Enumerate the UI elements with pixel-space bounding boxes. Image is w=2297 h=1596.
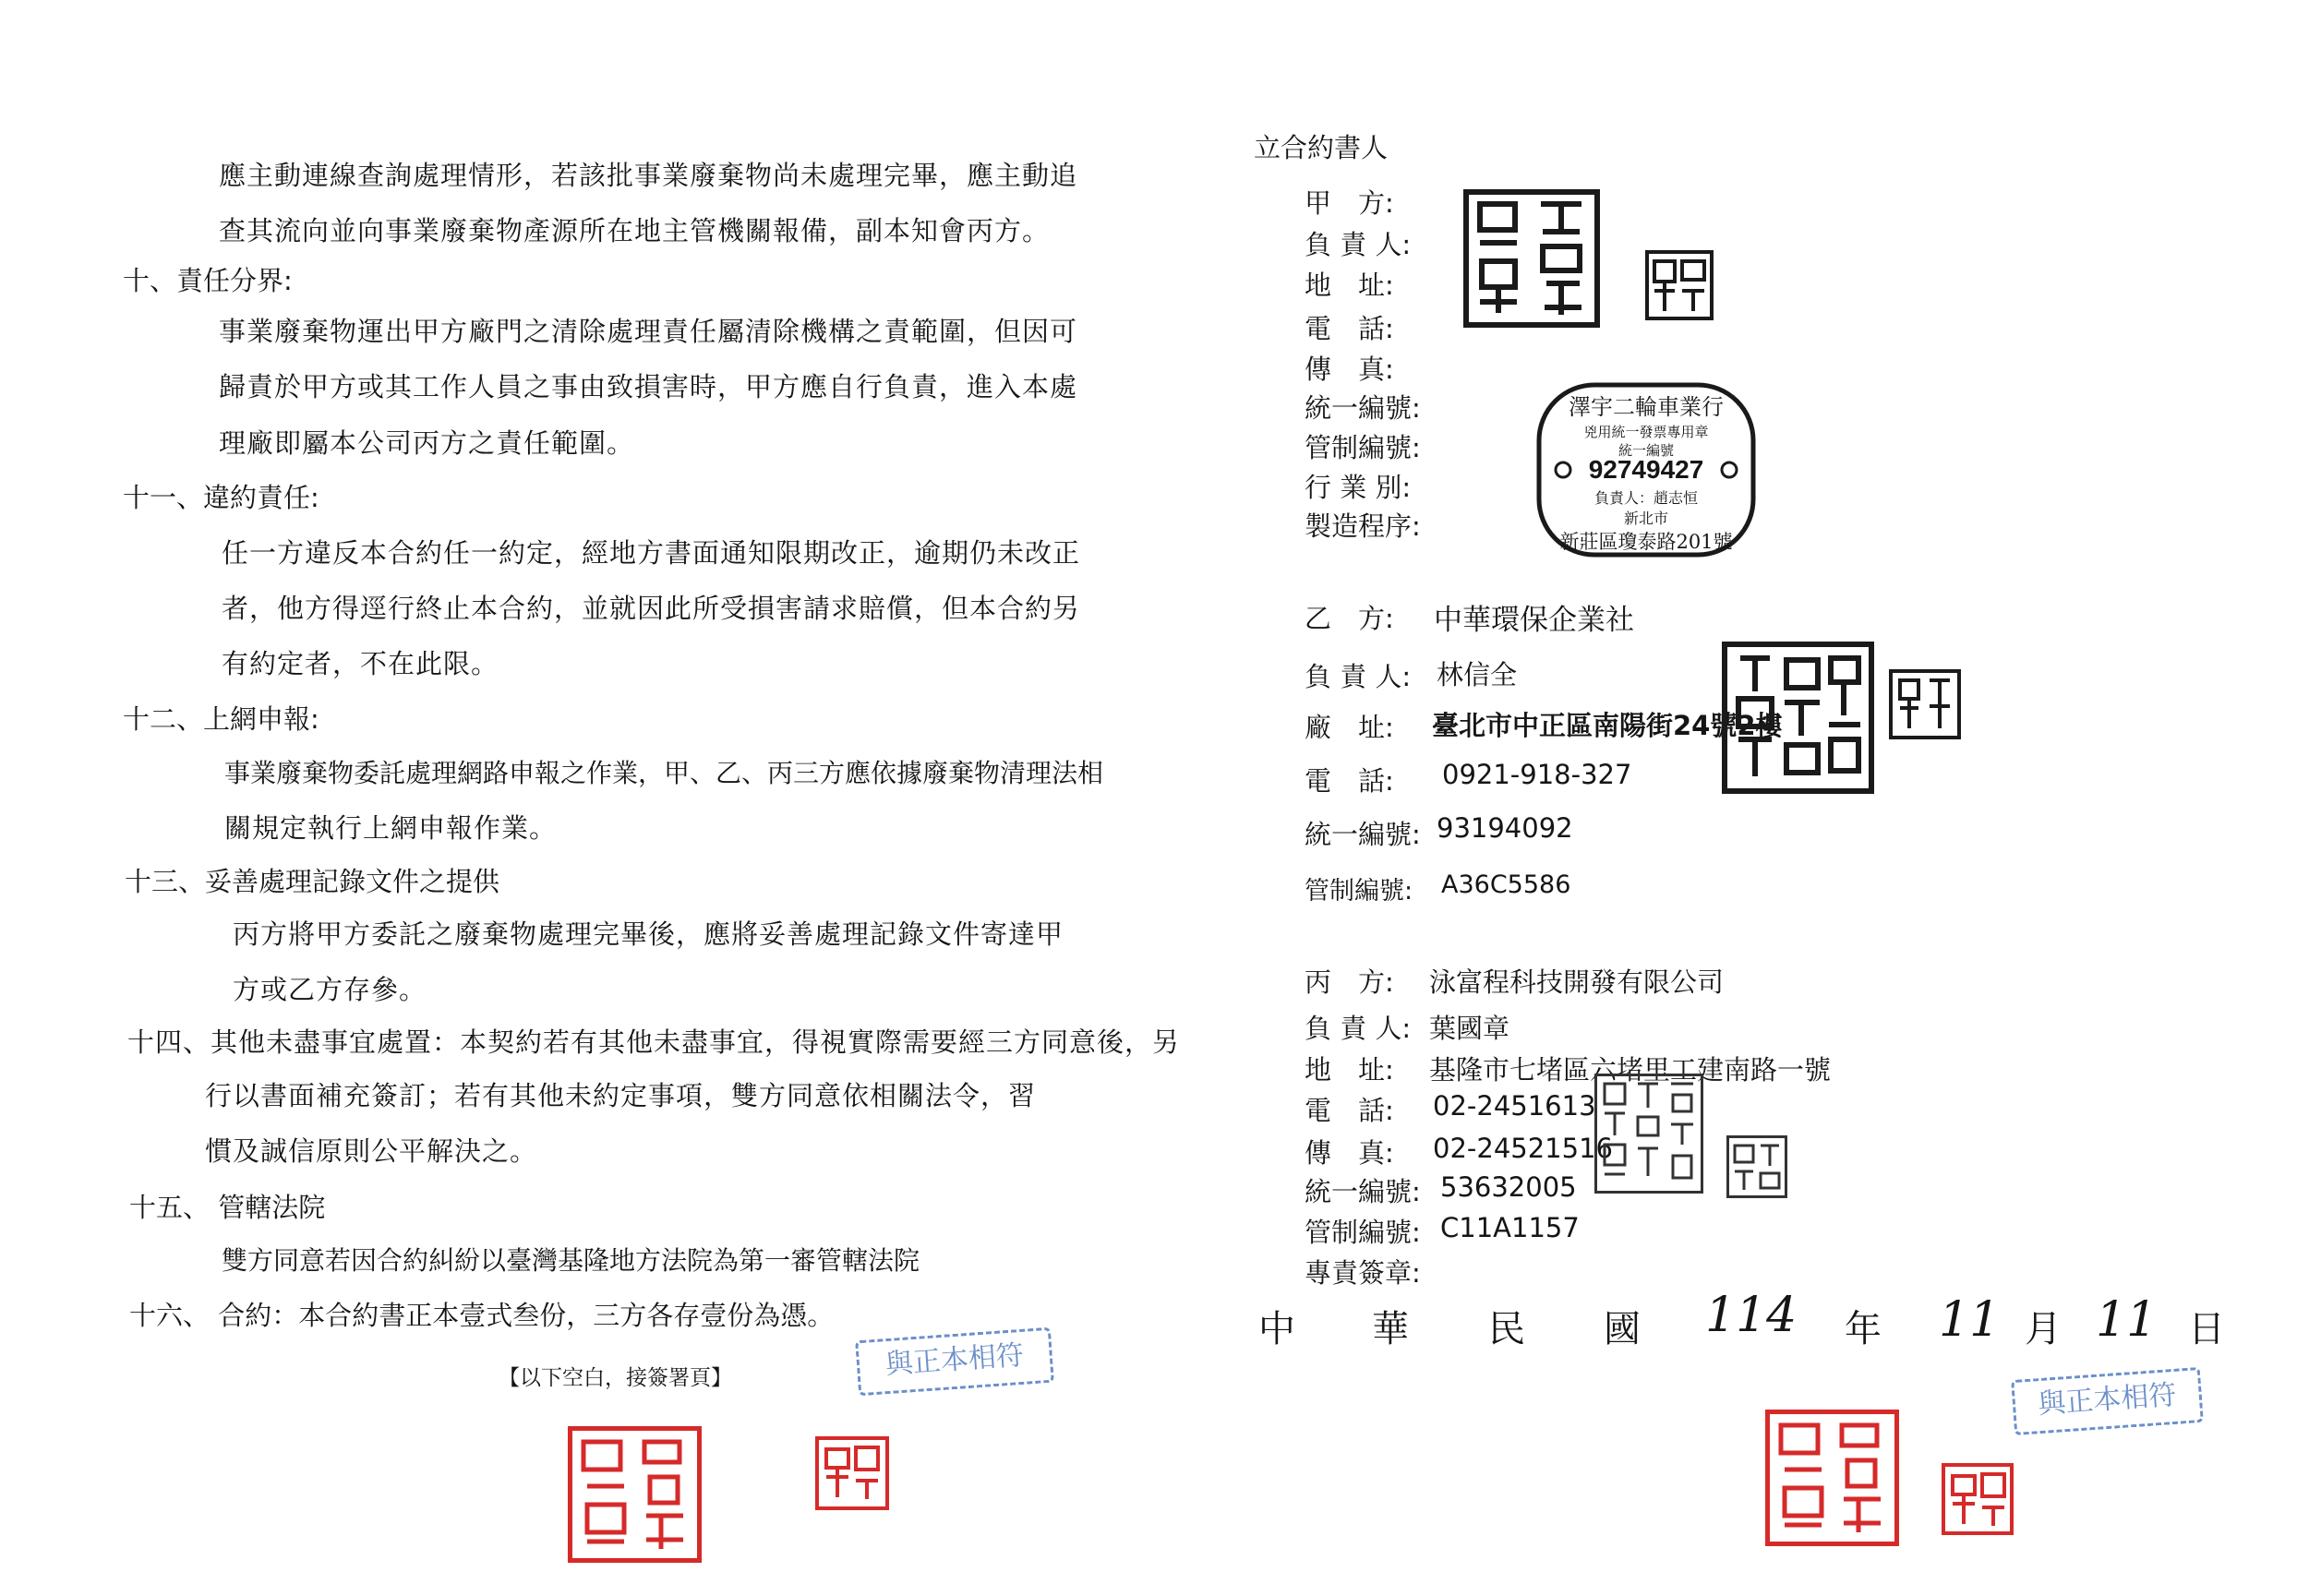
clause-text: 有約定者，不在此限。: [222, 648, 499, 679]
clause-text: 任一方違反本合約任一約定，經地方書面通知限期改正，逾期仍未改正: [222, 537, 1081, 569]
invoice-seal: [1535, 381, 1757, 558]
clause-text: 慣及誠信原則公平解決之。: [205, 1135, 538, 1167]
invoice-seal-top-text: 澤宇二輪車業行: [1569, 394, 1724, 420]
section-heading: 十、責任分界:: [123, 265, 293, 296]
footer-note: 【以下空白，接簽署頁】: [499, 1366, 732, 1390]
date-unit: 年: [1845, 1308, 1882, 1350]
section-heading: 十一、違約責任:: [123, 482, 319, 513]
company-c-rep-seal: [1726, 1135, 1787, 1198]
conform-stamp: 與正本相符: [855, 1327, 1054, 1397]
invoice-seal-bottom-text: 新莊區瓊泰路201號: [1559, 531, 1733, 553]
clause-text: 歸責於甲方或其工作人員之事由致損害時，甲方應自行負責，進入本處: [219, 371, 1078, 402]
company-a-seal: [1463, 189, 1600, 328]
party-b-label: 管制編號:: [1305, 877, 1413, 906]
date-char: 華: [1372, 1308, 1409, 1350]
invoice-seal-line: 統一編號: [1618, 442, 1674, 459]
rep-seal-red: [1942, 1463, 2014, 1535]
clause-text: 丙方將甲方委託之廢棄物處理完畢後，應將妥善處理記錄文件寄達甲: [233, 918, 1064, 950]
party-b-name: 中華環保企業社: [1434, 604, 1634, 637]
party-b-label: 負 責 人:: [1305, 661, 1412, 692]
party-a-label: 統一編號:: [1305, 392, 1421, 424]
clause-text: 事業廢棄物運出甲方廠門之清除處理責任屬清除機構之責範圍，但因可: [219, 316, 1078, 347]
party-c-label: 地 址:: [1305, 1054, 1394, 1086]
party-c-rep: 葉國章: [1429, 1013, 1510, 1044]
clause-text: 查其流向並向事業廢棄物產源所在地主管機關報備，副本知會丙方。: [219, 215, 1051, 246]
party-b-label: 統一編號:: [1305, 819, 1421, 850]
invoice-seal-line: 新北市: [1623, 510, 1668, 527]
invoice-seal-line: 兇用統一發票專用章: [1583, 424, 1709, 440]
company-b-seal: [1722, 642, 1874, 794]
clause-text: 事業廢棄物委託處理網路申報之作業，甲、乙、丙三方應依據廢棄物清理法相: [224, 758, 1104, 788]
invoice-seal-number: 92749427: [1588, 455, 1704, 484]
party-b-label: 廠 址:: [1305, 712, 1394, 743]
section-heading: 十三、妥善處理記錄文件之提供: [125, 866, 500, 897]
clause-text: 雙方同意若因合約糾紛以臺灣基隆地方法院為第一審管轄法院: [222, 1245, 920, 1276]
section-heading: 十六、 合約：本合約書正本壹式叁份，三方各存壹份為憑。: [129, 1300, 835, 1331]
party-a-label: 負 責 人:: [1305, 229, 1412, 260]
party-a-label: 傳 真:: [1305, 354, 1394, 385]
party-c-taxid: 53632005: [1440, 1171, 1577, 1203]
party-a-label: 行 業 別:: [1305, 472, 1412, 503]
party-c-label: 管制編號:: [1305, 1217, 1421, 1248]
invoice-seal-line: 負責人：趙志恒: [1593, 489, 1698, 507]
party-b-address: 臺北市中正區南陽街24號2樓: [1432, 710, 1783, 741]
party-a-label: 管制編號:: [1305, 432, 1421, 463]
party-a-label: 電 話:: [1305, 313, 1394, 344]
party-c-label: 丙 方:: [1305, 966, 1394, 998]
date-unit: 日: [2188, 1308, 2225, 1350]
clause-text: 關規定執行上網申報作業。: [224, 812, 558, 844]
date-day: 11: [2096, 1292, 2158, 1348]
signatory-heading: 立合約書人: [1254, 132, 1389, 163]
party-b-phone: 0921-918-327: [1442, 759, 1632, 790]
party-c-phone: 02-2451613: [1433, 1090, 1596, 1122]
company-a-rep-seal: [1645, 250, 1714, 320]
company-seal-red: [568, 1426, 702, 1563]
party-b-taxid: 93194092: [1437, 812, 1573, 844]
clause-text: 方或乙方存參。: [233, 974, 427, 1005]
party-c-label: 統一編號:: [1305, 1176, 1421, 1207]
clause-text: 者，他方得逕行終止本合約，並就因此所受損害請求賠償，但本合約另: [222, 593, 1081, 624]
clause-text: 行以書面補充簽訂；若有其他未約定事項，雙方同意依相關法令，習: [205, 1080, 1037, 1111]
party-b-label: 電 話:: [1305, 765, 1394, 797]
party-b-rep: 林信全: [1437, 659, 1518, 690]
date-char: 國: [1604, 1308, 1641, 1350]
conform-stamp: 與正本相符: [2011, 1367, 2204, 1435]
party-a-label: 地 址:: [1305, 270, 1394, 301]
party-c-control-no: C11A1157: [1440, 1212, 1580, 1243]
date-char: 中: [1258, 1308, 1295, 1350]
party-b-control-no: A36C5586: [1441, 870, 1571, 899]
party-c-name: 泳富程科技開發有限公司: [1429, 966, 1725, 998]
date-month: 11: [1939, 1292, 2001, 1348]
date-char: 民: [1488, 1308, 1525, 1350]
party-c-address: 基隆市七堵區六堵里工建南路一號: [1429, 1054, 1832, 1086]
company-b-rep-seal: [1889, 669, 1961, 739]
section-heading: 十二、上網申報:: [123, 703, 319, 735]
date-year: 114: [1705, 1288, 1798, 1343]
party-a-label: 製造程序:: [1305, 510, 1421, 542]
company-c-seal: [1594, 1074, 1703, 1194]
party-c-fax: 02-24521516: [1433, 1133, 1613, 1164]
rep-seal-red: [815, 1436, 889, 1510]
party-b-label: 乙 方:: [1305, 603, 1394, 634]
party-c-label: 傳 真:: [1305, 1137, 1394, 1169]
party-c-label: 負 責 人:: [1305, 1013, 1412, 1044]
section-heading: 十五、 管轄法院: [129, 1192, 326, 1223]
clause-text: 應主動連線查詢處理情形，若該批事業廢棄物尚未處理完畢，應主動追: [219, 160, 1078, 191]
party-c-label: 專責簽章:: [1305, 1257, 1421, 1289]
clause-text: 理廠即屬本公司丙方之責任範圍。: [219, 427, 635, 459]
date-unit: 月: [2025, 1308, 2062, 1350]
clause-text: 十四、其他未盡事宜處置：本契約若有其他未盡事宜，得視實際需要經三方同意後，另: [127, 1026, 1181, 1058]
party-c-label: 電 話:: [1305, 1095, 1394, 1126]
party-a-label: 甲 方:: [1305, 187, 1394, 219]
company-seal-red: [1765, 1410, 1899, 1546]
